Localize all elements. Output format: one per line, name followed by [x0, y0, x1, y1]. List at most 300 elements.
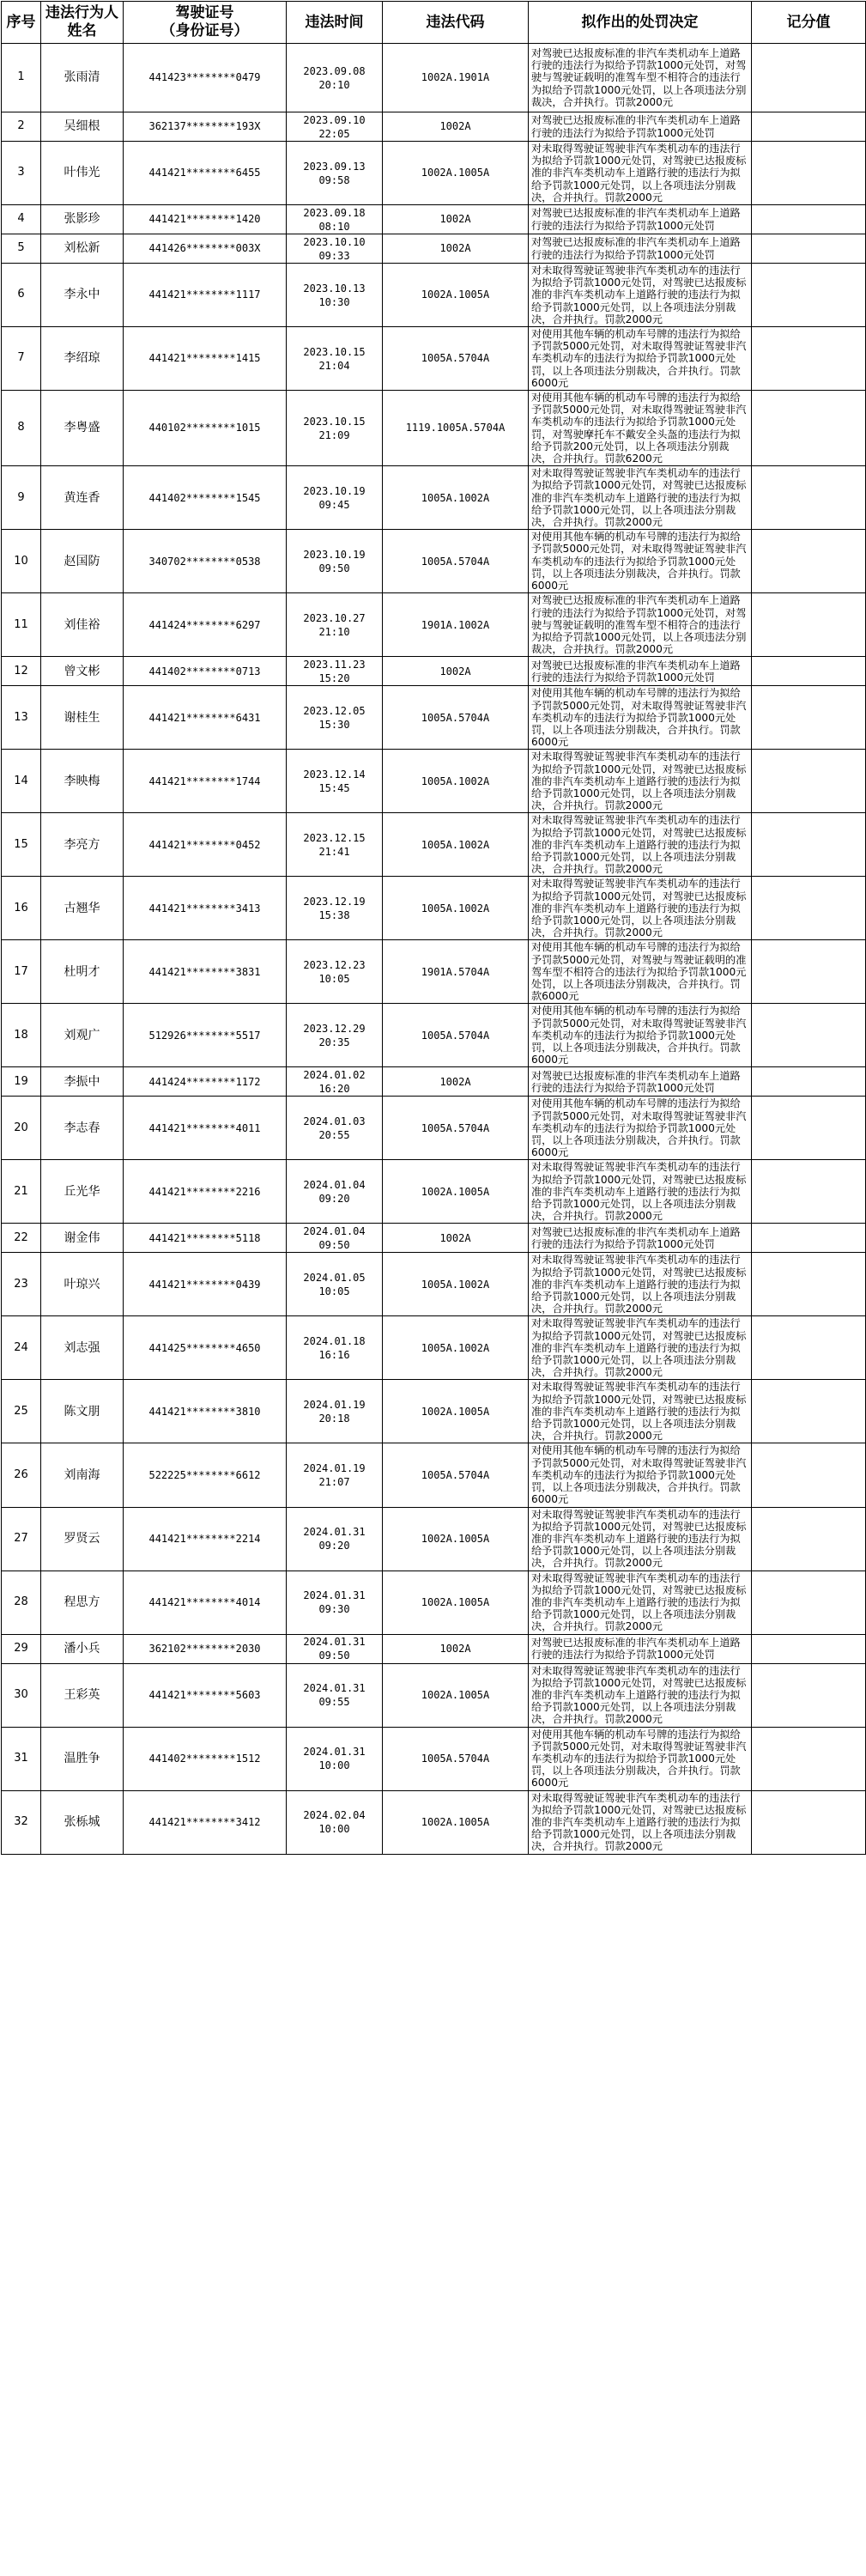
col-header-name — [41, 2, 124, 44]
table-row — [2, 327, 866, 391]
row-number: 8 — [2, 391, 41, 466]
violation-clock: 15:20 — [318, 671, 350, 684]
violation-date: 2023.10.19 — [303, 484, 366, 497]
score-value — [752, 327, 866, 391]
violation-clock: 20:10 — [318, 78, 350, 91]
score-value — [752, 1097, 866, 1160]
violation-date: 2023.10.10 — [303, 235, 366, 248]
violation-code: 1002A.1005A — [383, 1571, 529, 1634]
violation-date: 2024.01.19 — [303, 1398, 366, 1411]
license-number: 441421********4011 — [124, 1097, 287, 1160]
header-row — [2, 2, 866, 44]
score-value — [752, 1224, 866, 1253]
violation-clock: 10:05 — [318, 972, 350, 985]
license-number: 441421********6455 — [124, 142, 287, 205]
score-value — [752, 1571, 866, 1634]
violation-time — [287, 686, 383, 750]
violation-date: 2024.01.31 — [303, 1746, 366, 1759]
violation-clock: 20:35 — [318, 1036, 350, 1048]
violation-date: 2023.10.15 — [303, 415, 366, 428]
table-row — [2, 44, 866, 112]
violation-code: 1005A.1002A — [383, 877, 529, 940]
table-row — [2, 1634, 866, 1663]
license-number: 441421********0452 — [124, 813, 287, 877]
violation-time — [287, 1443, 383, 1507]
violation-code: 1002A.1901A — [383, 44, 529, 112]
violation-clock: 15:38 — [318, 908, 350, 921]
violation-clock: 16:16 — [318, 1348, 350, 1361]
offender-name: 赵国防 — [41, 530, 124, 593]
violation-time — [287, 1160, 383, 1224]
row-number: 1 — [2, 44, 41, 112]
col-header-license — [124, 2, 287, 44]
offender-name: 陈文朋 — [41, 1380, 124, 1443]
violation-clock: 10:00 — [318, 1823, 350, 1836]
offender-name: 刘佳裕 — [41, 593, 124, 657]
license-number: 441423********0479 — [124, 44, 287, 112]
violation-clock: 09:50 — [318, 1649, 350, 1662]
violation-date: 2024.01.31 — [303, 1682, 366, 1695]
violation-clock: 21:41 — [318, 845, 350, 858]
row-number: 24 — [2, 1316, 41, 1380]
violation-time — [287, 813, 383, 877]
table-row — [2, 657, 866, 686]
penalty-decision: 对驾驶已达报废标准的非汽车类机动车上道路行驶的违法行为拟给予罚款1000元处罚 — [529, 657, 752, 686]
offender-name: 曾文彬 — [41, 657, 124, 686]
row-number: 23 — [2, 1253, 41, 1316]
offender-name: 张影珍 — [41, 205, 124, 234]
penalty-decision: 对驾驶已达报废标准的非汽车类机动车上道路行驶的违法行为拟给予罚款1000元处罚 — [529, 1634, 752, 1663]
row-number: 26 — [2, 1443, 41, 1507]
score-value — [752, 466, 866, 530]
violation-time — [287, 1316, 383, 1380]
violation-code: 1002A — [383, 234, 529, 264]
violation-time — [287, 1380, 383, 1443]
table-row — [2, 112, 866, 142]
violation-code: 1005A.5704A — [383, 327, 529, 391]
score-value — [752, 1004, 866, 1067]
offender-name: 潘小兵 — [41, 1634, 124, 1663]
table-row — [2, 686, 866, 750]
row-number: 19 — [2, 1067, 41, 1097]
violation-clock: 10:05 — [318, 1285, 350, 1297]
license-number: 522225********6612 — [124, 1443, 287, 1507]
violation-date: 2023.09.10 — [303, 113, 366, 126]
penalty-decision: 对未取得驾驶证驾驶非汽车类机动车的违法行为拟给予罚款1000元处罚，对驾驶已达报废标准的非汽车类机动车上道路行驶的违法行为拟给予罚款1000元处罚，以上各项违法分别裁决，合并执行。罚款2000元 — [529, 750, 752, 813]
violation-time — [287, 657, 383, 686]
row-number: 29 — [2, 1634, 41, 1663]
violation-code: 1005A.5704A — [383, 1097, 529, 1160]
violation-clock: 09:58 — [318, 173, 350, 186]
penalty-decision: 对使用其他车辆的机动车号牌的违法行为拟给予罚款5000元处罚，对未取得驾驶证驾驶非汽车类机动车的违法行为拟给予罚款1000元处罚，以上各项违法分别裁决，合并执行。罚款6000元 — [529, 1004, 752, 1067]
violation-code: 1002A — [383, 112, 529, 142]
score-value — [752, 1790, 866, 1854]
violation-code: 1901A.5704A — [383, 940, 529, 1004]
license-number: 441421********6431 — [124, 686, 287, 750]
license-number: 441421********2216 — [124, 1160, 287, 1224]
offender-name: 李映梅 — [41, 750, 124, 813]
offender-name: 李永中 — [41, 264, 124, 327]
offender-name: 李绍琼 — [41, 327, 124, 391]
offender-name: 吴细根 — [41, 112, 124, 142]
score-value — [752, 264, 866, 327]
license-number: 441402********1512 — [124, 1727, 287, 1790]
violation-code: 1005A.1002A — [383, 1316, 529, 1380]
offender-name: 杜明才 — [41, 940, 124, 1004]
penalty-decision: 对驾驶已达报废标准的非汽车类机动车上道路行驶的违法行为拟给予罚款1000元处罚 — [529, 205, 752, 234]
violation-code: 1002A.1005A — [383, 1160, 529, 1224]
violation-time — [287, 940, 383, 1004]
offender-name: 叶琼兴 — [41, 1253, 124, 1316]
row-number: 28 — [2, 1571, 41, 1634]
violation-time — [287, 205, 383, 234]
violation-time — [287, 264, 383, 327]
violation-clock: 10:30 — [318, 295, 350, 308]
offender-name: 李粤盛 — [41, 391, 124, 466]
violation-time — [287, 530, 383, 593]
penalty-decision: 对使用其他车辆的机动车号牌的违法行为拟给予罚款5000元处罚，对未取得驾驶证驾驶非汽车类机动车的违法行为拟给予罚款1000元处罚，以上各项违法分别裁决，合并执行。罚款6000元 — [529, 327, 752, 391]
license-number: 441424********6297 — [124, 593, 287, 657]
violation-date: 2023.12.23 — [303, 958, 366, 971]
violation-code: 1002A.1005A — [383, 142, 529, 205]
score-value — [752, 1443, 866, 1507]
violation-clock: 21:09 — [318, 428, 350, 441]
score-value — [752, 593, 866, 657]
violation-time — [287, 1004, 383, 1067]
violation-clock: 22:05 — [318, 127, 350, 140]
violation-clock: 20:55 — [318, 1128, 350, 1141]
violation-clock: 08:10 — [318, 220, 350, 233]
violation-date: 2023.10.15 — [303, 345, 366, 358]
col-header-code: 违法代码 — [383, 2, 529, 44]
penalty-decision: 对未取得驾驶证驾驶非汽车类机动车的违法行为拟给予罚款1000元处罚，对驾驶已达报废标准的非汽车类机动车上道路行驶的违法行为拟给予罚款1000元处罚，以上各项违法分别裁决，合并执行。罚款2000元 — [529, 1253, 752, 1316]
license-number: 441424********1172 — [124, 1067, 287, 1097]
score-value — [752, 44, 866, 112]
violation-date: 2024.01.04 — [303, 1178, 366, 1191]
table-row — [2, 234, 866, 264]
row-number: 15 — [2, 813, 41, 877]
row-number: 11 — [2, 593, 41, 657]
violation-code: 1002A.1005A — [383, 1663, 529, 1727]
penalty-decision: 对未取得驾驶证驾驶非汽车类机动车的违法行为拟给予罚款1000元处罚，对驾驶已达报废标准的非汽车类机动车上道路行驶的违法行为拟给予罚款1000元处罚，以上各项违法分别裁决，合并执行。罚款2000元 — [529, 1160, 752, 1224]
penalty-decision: 对未取得驾驶证驾驶非汽车类机动车的违法行为拟给予罚款1000元处罚，对驾驶已达报废标准的非汽车类机动车上道路行驶的违法行为拟给予罚款1000元处罚，以上各项违法分别裁决，合并执行。罚款2000元 — [529, 1790, 752, 1854]
score-value — [752, 940, 866, 1004]
score-value — [752, 1380, 866, 1443]
violation-date: 2023.09.18 — [303, 206, 366, 219]
row-number: 3 — [2, 142, 41, 205]
score-value — [752, 205, 866, 234]
violation-code: 1005A.5704A — [383, 530, 529, 593]
offender-name: 张栎城 — [41, 1790, 124, 1854]
violation-time — [287, 1727, 383, 1790]
violation-date: 2023.10.19 — [303, 548, 366, 561]
row-number: 25 — [2, 1380, 41, 1443]
penalty-decision: 对未取得驾驶证驾驶非汽车类机动车的违法行为拟给予罚款1000元处罚，对驾驶已达报废标准的非汽车类机动车上道路行驶的违法行为拟给予罚款1000元处罚，以上各项违法分别裁决，合并执行。罚款2000元 — [529, 1571, 752, 1634]
violation-clock: 20:18 — [318, 1412, 350, 1425]
violation-code: 1002A — [383, 1067, 529, 1097]
col-header-no: 序号 — [2, 2, 41, 44]
table-row — [2, 750, 866, 813]
license-number: 441425********4650 — [124, 1316, 287, 1380]
score-value — [752, 1067, 866, 1097]
license-number: 441402********1545 — [124, 466, 287, 530]
violation-time — [287, 44, 383, 112]
license-number: 441421********3413 — [124, 877, 287, 940]
violation-code: 1901A.1002A — [383, 593, 529, 657]
violation-clock: 09:20 — [318, 1540, 350, 1552]
score-value — [752, 1160, 866, 1224]
violation-clock: 21:04 — [318, 359, 350, 372]
table-body — [2, 44, 866, 1855]
violation-time — [287, 112, 383, 142]
violation-time — [287, 877, 383, 940]
violation-code: 1002A.1005A — [383, 1380, 529, 1443]
violation-clock: 09:33 — [318, 249, 350, 262]
row-number: 5 — [2, 234, 41, 264]
score-value — [752, 750, 866, 813]
offender-name: 罗贤云 — [41, 1507, 124, 1571]
license-number: 441421********1117 — [124, 264, 287, 327]
score-value — [752, 1663, 866, 1727]
offender-name: 谢桂生 — [41, 686, 124, 750]
violation-time — [287, 142, 383, 205]
violation-date: 2023.12.19 — [303, 895, 366, 908]
row-number: 27 — [2, 1507, 41, 1571]
table-row — [2, 1253, 866, 1316]
violation-clock: 09:20 — [318, 1192, 350, 1205]
violation-clock: 21:07 — [318, 1475, 350, 1488]
table-row — [2, 1663, 866, 1727]
license-number: 512926********5517 — [124, 1004, 287, 1067]
row-number: 9 — [2, 466, 41, 530]
penalty-decision: 对未取得驾驶证驾驶非汽车类机动车的违法行为拟给予罚款1000元处罚，对驾驶已达报废标准的非汽车类机动车上道路行驶的违法行为拟给予罚款1000元处罚，以上各项违法分别裁决，合并执行。罚款2000元 — [529, 877, 752, 940]
violation-time — [287, 466, 383, 530]
violation-date: 2023.12.14 — [303, 768, 366, 781]
score-value — [752, 530, 866, 593]
violation-code: 1002A — [383, 205, 529, 234]
license-number: 441421********1744 — [124, 750, 287, 813]
violation-date: 2024.01.19 — [303, 1461, 366, 1474]
score-value — [752, 391, 866, 466]
violation-code: 1002A — [383, 1634, 529, 1663]
license-number: 362137********193X — [124, 112, 287, 142]
violation-code: 1002A.1005A — [383, 1790, 529, 1854]
license-number: 441421********1420 — [124, 205, 287, 234]
col-header-name-text: 违法行为人 姓名 — [45, 4, 118, 39]
violation-time — [287, 1507, 383, 1571]
offender-name: 王彩英 — [41, 1663, 124, 1727]
row-number: 10 — [2, 530, 41, 593]
violation-date: 2023.09.08 — [303, 64, 366, 77]
score-value — [752, 142, 866, 205]
row-number: 22 — [2, 1224, 41, 1253]
table-row — [2, 1380, 866, 1443]
penalty-decision: 对未取得驾驶证驾驶非汽车类机动车的违法行为拟给予罚款1000元处罚，对驾驶已达报废标准的非汽车类机动车上道路行驶的违法行为拟给予罚款1000元处罚，以上各项违法分别裁决，合并执行。罚款2000元 — [529, 1316, 752, 1380]
row-number: 31 — [2, 1727, 41, 1790]
license-number: 441402********0713 — [124, 657, 287, 686]
violation-date: 2023.12.05 — [303, 704, 366, 717]
row-number: 32 — [2, 1790, 41, 1854]
penalty-decision: 对使用其他车辆的机动车号牌的违法行为拟给予罚款5000元处罚，对未取得驾驶证驾驶非汽车类机动车的违法行为拟给予罚款1000元处罚，以上各项违法分别裁决，合并执行。罚款6000元 — [529, 686, 752, 750]
row-number: 2 — [2, 112, 41, 142]
penalty-decision: 对未取得驾驶证驾驶非汽车类机动车的违法行为拟给予罚款1000元处罚，对驾驶已达报废标准的非汽车类机动车上道路行驶的违法行为拟给予罚款1000元处罚，以上各项违法分别裁决，合并执行。罚款2000元 — [529, 1507, 752, 1571]
license-number: 441421********3831 — [124, 940, 287, 1004]
violation-time — [287, 1790, 383, 1854]
penalty-decision: 对驾驶已达报废标准的非汽车类机动车上道路行驶的违法行为拟给予罚款1000元处罚，对驾驶与驾驶证载明的准驾车型不相符合的违法行为拟给予罚款1000元处罚，以上各项违法分别裁决，合并执行。罚款2000元 — [529, 44, 752, 112]
violation-clock: 10:00 — [318, 1759, 350, 1772]
penalty-decision: 对使用其他车辆的机动车号牌的违法行为拟给予罚款5000元处罚，对未取得驾驶证驾驶非汽车类机动车的违法行为拟给予罚款1000元处罚，以上各项违法分别裁决，合并执行。罚款6000元 — [529, 530, 752, 593]
score-value — [752, 1634, 866, 1663]
table-row — [2, 593, 866, 657]
score-value — [752, 1507, 866, 1571]
violation-code: 1119.1005A.5704A — [383, 391, 529, 466]
col-header-score: 记分值 — [752, 2, 866, 44]
violation-date: 2024.01.04 — [303, 1224, 366, 1237]
violation-clock: 09:50 — [318, 562, 350, 574]
violation-time — [287, 750, 383, 813]
penalty-decision: 对未取得驾驶证驾驶非汽车类机动车的违法行为拟给予罚款1000元处罚，对驾驶已达报废标准的非汽车类机动车上道路行驶的违法行为拟给予罚款1000元处罚，以上各项违法分别裁决，合并执行。罚款2000元 — [529, 142, 752, 205]
score-value — [752, 686, 866, 750]
violation-code: 1002A.1005A — [383, 264, 529, 327]
row-number: 6 — [2, 264, 41, 327]
violation-date: 2023.10.27 — [303, 611, 366, 624]
offender-name: 刘志强 — [41, 1316, 124, 1380]
penalty-decision: 对驾驶已达报废标准的非汽车类机动车上道路行驶的违法行为拟给予罚款1000元处罚 — [529, 234, 752, 264]
penalty-decision: 对驾驶已达报废标准的非汽车类机动车上道路行驶的违法行为拟给予罚款1000元处罚，对驾驶与驾驶证载明的准驾车型不相符合的违法行为拟给予罚款1000元处罚，以上各项违法分别裁决，合并执行。罚款2000元 — [529, 593, 752, 657]
violation-date: 2024.01.18 — [303, 1334, 366, 1347]
license-number: 441421********5118 — [124, 1224, 287, 1253]
violation-clock: 16:20 — [318, 1082, 350, 1095]
offender-name: 刘观广 — [41, 1004, 124, 1067]
table-row — [2, 813, 866, 877]
offender-name: 黄连香 — [41, 466, 124, 530]
score-value — [752, 877, 866, 940]
violation-time — [287, 1253, 383, 1316]
violation-date: 2024.01.31 — [303, 1636, 366, 1649]
violation-code: 1002A — [383, 1224, 529, 1253]
table-row — [2, 466, 866, 530]
penalty-decision: 对使用其他车辆的机动车号牌的违法行为拟给予罚款5000元处罚，对未取得驾驶证驾驶非汽车类机动车的违法行为拟给予罚款1000元处罚，以上各项违法分别裁决，合并执行。罚款6000元 — [529, 1443, 752, 1507]
violation-code: 1005A.1002A — [383, 466, 529, 530]
col-header-license-text: 驾驶证号 （身份证号） — [160, 4, 249, 39]
license-number: 440102********1015 — [124, 391, 287, 466]
violation-time — [287, 391, 383, 466]
table-row — [2, 1097, 866, 1160]
violation-date: 2024.01.02 — [303, 1068, 366, 1081]
violation-date: 2024.01.31 — [303, 1589, 366, 1602]
violation-time — [287, 327, 383, 391]
row-number: 20 — [2, 1097, 41, 1160]
violation-clock: 09:55 — [318, 1696, 350, 1709]
penalty-decision: 对驾驶已达报废标准的非汽车类机动车上道路行驶的违法行为拟给予罚款1000元处罚 — [529, 1224, 752, 1253]
penalty-decision: 对使用其他车辆的机动车号牌的违法行为拟给予罚款5000元处罚，对未取得驾驶证驾驶非汽车类机动车的违法行为拟给予罚款1000元处罚，对驾驶摩托车不戴安全头盔的违法行为拟给予罚款200元处罚，以上各项违法分别裁决，合并执行。罚款6200元 — [529, 391, 752, 466]
violation-time — [287, 1634, 383, 1663]
violation-time — [287, 1571, 383, 1634]
col-header-time: 违法时间 — [287, 2, 383, 44]
offender-name: 刘松新 — [41, 234, 124, 264]
row-number: 7 — [2, 327, 41, 391]
license-number: 441421********3810 — [124, 1380, 287, 1443]
table-row — [2, 1067, 866, 1097]
row-number: 12 — [2, 657, 41, 686]
violation-code: 1005A.1002A — [383, 750, 529, 813]
license-number: 441421********0439 — [124, 1253, 287, 1316]
license-number: 441421********5603 — [124, 1663, 287, 1727]
offender-name: 李亮方 — [41, 813, 124, 877]
table-row — [2, 1727, 866, 1790]
violation-time — [287, 1663, 383, 1727]
offender-name: 程思方 — [41, 1571, 124, 1634]
violation-time — [287, 1224, 383, 1253]
row-number: 4 — [2, 205, 41, 234]
row-number: 18 — [2, 1004, 41, 1067]
score-value — [752, 1253, 866, 1316]
violation-date: 2024.01.31 — [303, 1526, 366, 1538]
violation-date: 2023.12.29 — [303, 1022, 366, 1035]
row-number: 30 — [2, 1663, 41, 1727]
table-row — [2, 1571, 866, 1634]
violation-code: 1005A.5704A — [383, 1727, 529, 1790]
score-value — [752, 112, 866, 142]
violation-code: 1005A.5704A — [383, 686, 529, 750]
license-number: 362102********2030 — [124, 1634, 287, 1663]
violation-code: 1005A.1002A — [383, 813, 529, 877]
offender-name: 丘光华 — [41, 1160, 124, 1224]
table-row — [2, 1507, 866, 1571]
violation-code: 1005A.5704A — [383, 1443, 529, 1507]
table-row — [2, 1160, 866, 1224]
violation-time — [287, 593, 383, 657]
offender-name: 刘南海 — [41, 1443, 124, 1507]
license-number: 441421********1415 — [124, 327, 287, 391]
violation-date: 2023.12.15 — [303, 831, 366, 844]
violation-clock: 09:30 — [318, 1603, 350, 1616]
penalty-decision: 对驾驶已达报废标准的非汽车类机动车上道路行驶的违法行为拟给予罚款1000元处罚 — [529, 112, 752, 142]
penalty-decision: 对使用其他车辆的机动车号牌的违法行为拟给予罚款5000元处罚，对驾驶与驾驶证载明的准驾车型不相符合的违法行为拟给予罚款1000元处罚，以上各项违法分别裁决，合并执行。罚款6000元 — [529, 940, 752, 1004]
violation-date: 2023.11.23 — [303, 658, 366, 671]
offender-name: 李志春 — [41, 1097, 124, 1160]
violation-code: 1005A.1002A — [383, 1253, 529, 1316]
violation-date: 2024.01.05 — [303, 1271, 366, 1284]
violation-clock: 15:45 — [318, 781, 350, 794]
violation-clock: 09:50 — [318, 1238, 350, 1251]
penalty-decision: 对未取得驾驶证驾驶非汽车类机动车的违法行为拟给予罚款1000元处罚，对驾驶已达报废标准的非汽车类机动车上道路行驶的违法行为拟给予罚款1000元处罚，以上各项违法分别裁决，合并执行。罚款2000元 — [529, 813, 752, 877]
row-number: 13 — [2, 686, 41, 750]
table-row — [2, 1790, 866, 1854]
license-number: 441421********4014 — [124, 1571, 287, 1634]
offender-name: 叶伟光 — [41, 142, 124, 205]
penalty-decision: 对使用其他车辆的机动车号牌的违法行为拟给予罚款5000元处罚，对未取得驾驶证驾驶非汽车类机动车的违法行为拟给予罚款1000元处罚，以上各项违法分别裁决，合并执行。罚款6000元 — [529, 1097, 752, 1160]
violation-clock: 09:45 — [318, 498, 350, 511]
row-number: 17 — [2, 940, 41, 1004]
table-row — [2, 1443, 866, 1507]
penalty-decision: 对使用其他车辆的机动车号牌的违法行为拟给予罚款5000元处罚，对未取得驾驶证驾驶非汽车类机动车的违法行为拟给予罚款1000元处罚，以上各项违法分别裁决，合并执行。罚款6000元 — [529, 1727, 752, 1790]
violation-clock: 15:30 — [318, 718, 350, 731]
violation-clock: 21:10 — [318, 625, 350, 638]
table-row — [2, 877, 866, 940]
violations-table — [1, 1, 866, 1855]
table-row — [2, 530, 866, 593]
license-number: 441421********2214 — [124, 1507, 287, 1571]
score-value — [752, 234, 866, 264]
violation-date: 2024.02.04 — [303, 1809, 366, 1822]
score-value — [752, 657, 866, 686]
offender-name: 李振中 — [41, 1067, 124, 1097]
violation-date: 2024.01.03 — [303, 1115, 366, 1127]
score-value — [752, 1727, 866, 1790]
table-row — [2, 940, 866, 1004]
table-row — [2, 264, 866, 327]
